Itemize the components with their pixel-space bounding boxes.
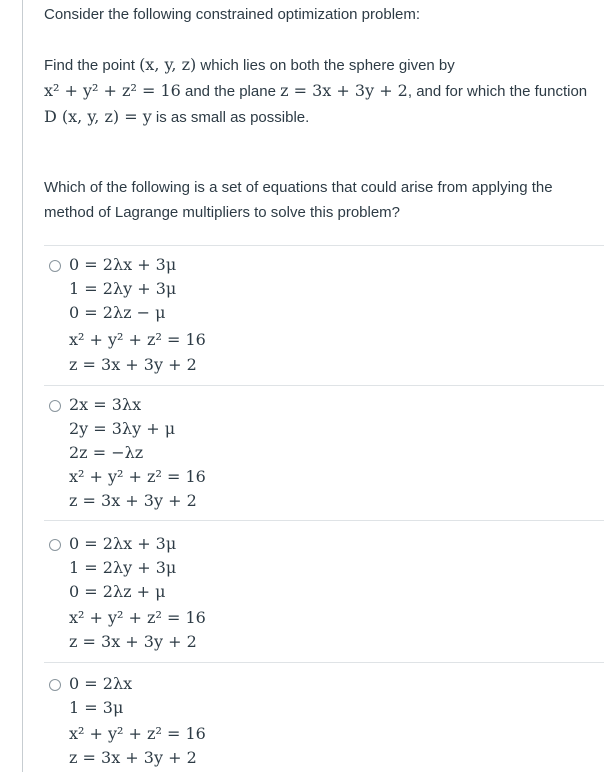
equation-line: x² + y² + z² = 16: [69, 724, 206, 743]
equation-line: 1 = 3μ: [69, 698, 124, 717]
problem-text-3: and the plane: [180, 83, 281, 100]
radio-button[interactable]: [49, 400, 61, 412]
equation-line: 0 = 2λx + 3μ: [69, 255, 177, 274]
question-text: Which of the following is a set of equations that could arise from applying the method of Lagrange multipliers to solve this problem?: [44, 179, 553, 221]
equation-line: 2x = 3λx: [69, 395, 142, 414]
intro-text: Consider the following constrained optimization problem:: [44, 6, 421, 23]
problem-text-1: Find the point: [44, 57, 140, 74]
equation-line: z = 3x + 3y + 2: [69, 748, 197, 767]
equation-line: 2y = 3λy + μ: [69, 419, 176, 438]
equation-line: 1 = 2λy + 3μ: [69, 558, 177, 577]
sphere-equation: x² + y² + z² = 16: [44, 81, 181, 100]
problem-line-2: [44, 78, 604, 104]
plane-equation: z = 3x + 3y + 2: [280, 81, 408, 100]
equation-line: 0 = 2λz + μ: [69, 582, 166, 601]
equation-line: x² + y² + z² = 16: [69, 467, 206, 486]
equation-line: x² + y² + z² = 16: [69, 608, 206, 627]
problem-text-2: which lies on both the sphere given by: [196, 57, 455, 74]
problem-statement: [44, 52, 604, 130]
radio-button[interactable]: [49, 539, 61, 551]
equation-line: 0 = 2λx: [69, 674, 133, 693]
equation-line: z = 3x + 3y + 2: [69, 355, 197, 374]
left-border: [22, 0, 23, 772]
equation-line: 0 = 2λz − μ: [69, 303, 166, 322]
radio-button[interactable]: [49, 679, 61, 691]
radio-button[interactable]: [49, 260, 61, 272]
point-math: (x, y, z): [139, 55, 197, 74]
problem-line-3: [44, 104, 604, 130]
equation-line: z = 3x + 3y + 2: [69, 632, 197, 651]
answer-option-2[interactable]: [44, 385, 604, 521]
function-equation: D (x, y, z) = y: [44, 107, 152, 126]
equation-line: 2z = −λz: [69, 443, 144, 462]
equation-line: z = 3x + 3y + 2: [69, 491, 197, 510]
equation-line: 0 = 2λx + 3μ: [69, 534, 177, 553]
answer-option-1[interactable]: [44, 245, 604, 386]
problem-text-4: , and for which the function: [407, 83, 588, 100]
problem-line-1: [44, 52, 604, 78]
problem-text-5: is as small as possible.: [151, 109, 310, 126]
equation-line: x² + y² + z² = 16: [69, 330, 206, 349]
answer-option-4[interactable]: [44, 662, 604, 773]
equation-line: 1 = 2λy + 3μ: [69, 279, 177, 298]
answer-option-3[interactable]: [44, 520, 604, 663]
